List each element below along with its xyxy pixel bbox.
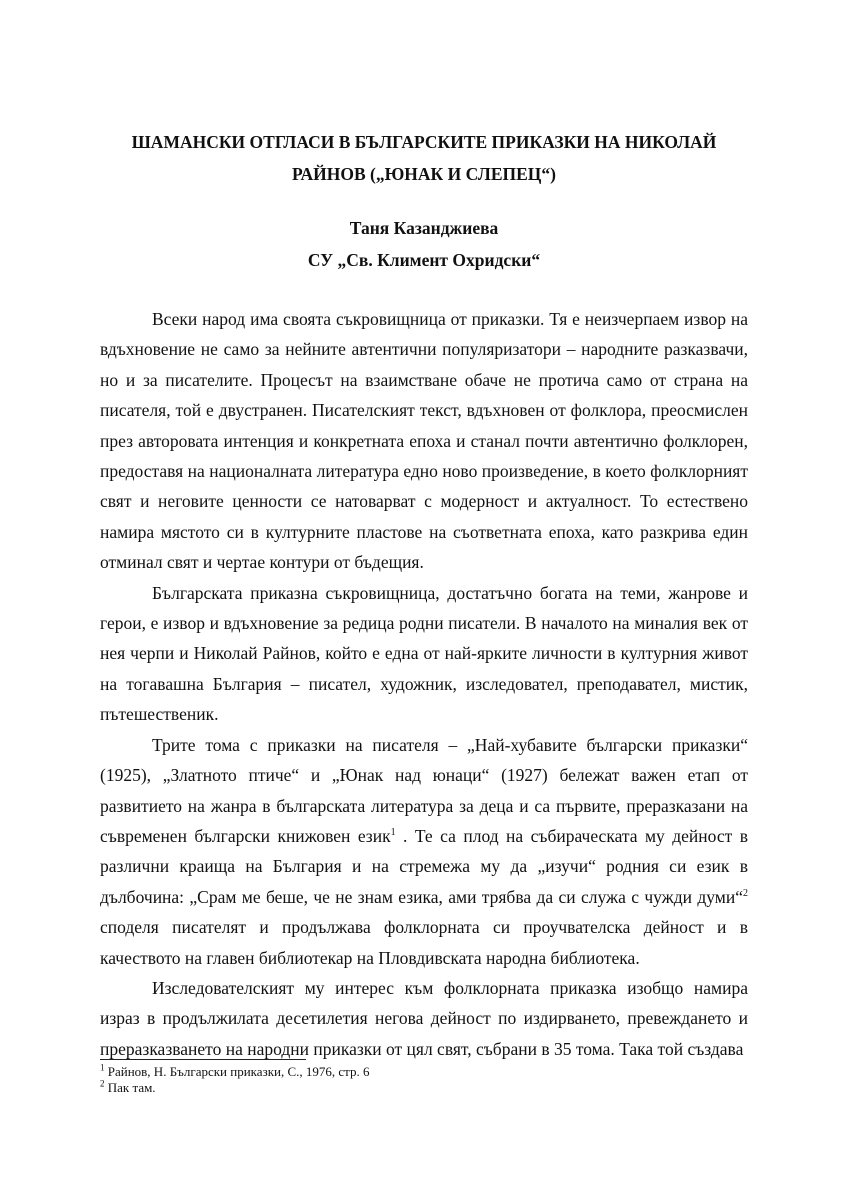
article-title xyxy=(100,126,748,190)
paragraph-3-part-c: споделя писателят и продължава фолклорната си проучвателска дейност и в качеството на главен библиотекар на Пловдивската народна библиотека. xyxy=(100,917,748,968)
title-line-1: ШАМАНСКИ ОТГЛАСИ В БЪЛГАРСКИТЕ ПРИКАЗКИ НА НИКОЛАЙ xyxy=(131,132,717,152)
author-block xyxy=(100,212,748,276)
footnote-text: Пак там. xyxy=(104,1080,156,1095)
paragraph-3-part-a: Трите тома с приказки на писателя – „Най-хубавите български приказки“ (1925), „Златното птиче“ и „Юнак над юнаци“ (1927) бележат важен етап от развитието на жанра в българската литература за деца и са първите, преразказани на съвременен български книжовен език xyxy=(100,734,748,846)
paragraph-4: Изследователският му интерес към фолклорната приказка изобщо намира израз в продължилата десетилетия негова дейност по издирването, превеждането и преразказването на народни приказки от цял свят, събрани в 35 тома. Така той създава xyxy=(100,977,748,1059)
footnote-ref-1[interactable]: 1 xyxy=(390,827,396,839)
footnote-number: 1 xyxy=(100,1062,105,1073)
footnote-separator xyxy=(100,1059,306,1060)
paragraph-1: Всеки народ има своята съкровищница от приказки. Тя е неизчерпаем извор на вдъхновение не само за нейните автентични популяризатори – народните разказвачи, но и за писателите. Процесът на взаимстване обаче не протича само от страна на писателя, той е двустранен. Писателският текст, вдъхновен от фолклора, преосмислен през авторовата интенция и конкретната епоха и станал почти автентично фолклорен, предоставя на националната литература едно ново произведение, в което фолклорният свят и неговите ценности се натоварват с модерност и актуалност. То естествено намира мястото си в културните пластове на съответната епоха, като разкрива един отминал свят и чертае контури от бъдещия. xyxy=(100,309,748,573)
author-name: Таня Казанджиева xyxy=(349,218,499,238)
paragraph-2: Българската приказна съкровищница, достатъчно богата на теми, жанрове и герои, е извор и вдъхновение за редица родни писатели. В началото на миналия век от нея черпи и Николай Райнов, който е една от най-ярките личности в културния живот на тогавашна България – писател, художник, изследовател, преподавател, мистик, пътешественик. xyxy=(100,582,748,725)
footnote-1 xyxy=(100,1064,748,1080)
article-body xyxy=(100,304,748,1064)
footnote-text: Райнов, Н. Български приказки, С., 1976, стр. 6 xyxy=(104,1064,370,1079)
paragraph-3-part-b: . Те са плод на събираческата му дейност в различни краища на България и на стремежа му да „изучи“ родния си език в дълбочина: „Срам ме беше, че не знам езика, ами трябва да си служа с чужди думи“ xyxy=(100,825,748,907)
title-line-2: РАЙНОВ („ЮНАК И СЛЕПЕЦ“) xyxy=(292,164,556,184)
footnote-2 xyxy=(100,1080,748,1096)
footnote-number: 2 xyxy=(100,1078,105,1089)
author-affiliation: СУ „Св. Климент Охридски“ xyxy=(307,250,541,270)
footnote-ref-2[interactable]: 2 xyxy=(743,887,748,899)
footnotes xyxy=(100,1064,748,1096)
paragraph-3 xyxy=(100,730,748,973)
